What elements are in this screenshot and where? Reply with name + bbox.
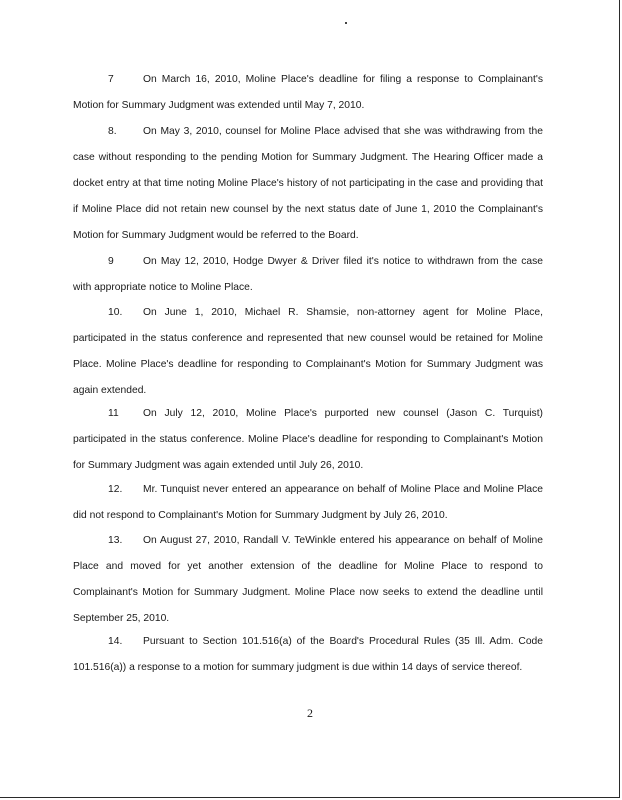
- paragraph-10: [73, 300, 543, 404]
- paragraph-number: 12.: [108, 484, 123, 495]
- paragraph-9: [73, 249, 543, 301]
- paragraph-number: 8.: [108, 126, 117, 137]
- paragraph-number: 7: [108, 74, 114, 85]
- page-number: 2: [307, 706, 313, 720]
- paragraph-number: 11: [108, 408, 119, 419]
- paragraph-8: [73, 119, 543, 249]
- paragraph-14: [73, 629, 543, 681]
- scan-speck: [345, 22, 347, 24]
- paragraph-text: On June 1, 2010, Michael R. Shamsie, non-attorney agent for Moline Place, participated in the status conference and represented that new counsel would be retained for Moline Place. Moline Place's deadline for responding to Complainant's Motion for Summary Judgment was again extended.: [73, 307, 543, 396]
- paragraph-number: 14.: [108, 636, 123, 647]
- paragraph-number: 10.: [108, 307, 123, 318]
- paragraph-text: On May 3, 2010, counsel for Moline Place advised that she was withdrawing from the case without responding to the pending Motion for Summary Judgment. The Hearing Officer made a docket entry at that time noting Moline Place's history of not participating in the case and providing that if Moline Place did not retain new counsel by the next status date of June 1, 2010 the Complainant's Motion for Summary Judgment would be referred to the Board.: [73, 126, 543, 241]
- paragraph-12: [73, 477, 543, 529]
- paragraph-number: 13.: [108, 535, 123, 546]
- paragraph-11: [73, 401, 543, 479]
- paragraph-number: 9: [108, 256, 114, 267]
- paragraph-text: On August 27, 2010, Randall V. TeWinkle entered his appearance on behalf of Moline Place and moved for yet another extension of the deadline for Moline Place to respond to Complainant's Motion for Summary Judgment. Moline Place now seeks to extend the deadline until September 25, 2010.: [73, 535, 543, 624]
- paragraph-text: On March 16, 2010, Moline Place's deadline for filing a response to Complainant's Motion for Summary Judgment was extended until May 7, 2010.: [73, 74, 543, 111]
- paragraph-7: [73, 67, 543, 119]
- paragraph-text: Mr. Tunquist never entered an appearance on behalf of Moline Place and Moline Place did not respond to Complainant's Motion for Summary Judgment by July 26, 2010.: [73, 484, 543, 521]
- paragraph-text: On July 12, 2010, Moline Place's purported new counsel (Jason C. Turquist) participated in the status conference. Moline Place's deadline for responding to Complainant's Motion for Summary Judgment was again extended until July 26, 2010.: [73, 408, 543, 471]
- paragraph-13: [73, 528, 543, 632]
- paragraph-text: On May 12, 2010, Hodge Dwyer & Driver filed it's notice to withdrawn from the case with appropriate notice to Moline Place.: [73, 256, 543, 293]
- paragraph-text: Pursuant to Section 101.516(a) of the Board's Procedural Rules (35 Ill. Adm. Code 101.516(a)) a response to a motion for summary judgment is due within 14 days of service thereof.: [73, 636, 543, 673]
